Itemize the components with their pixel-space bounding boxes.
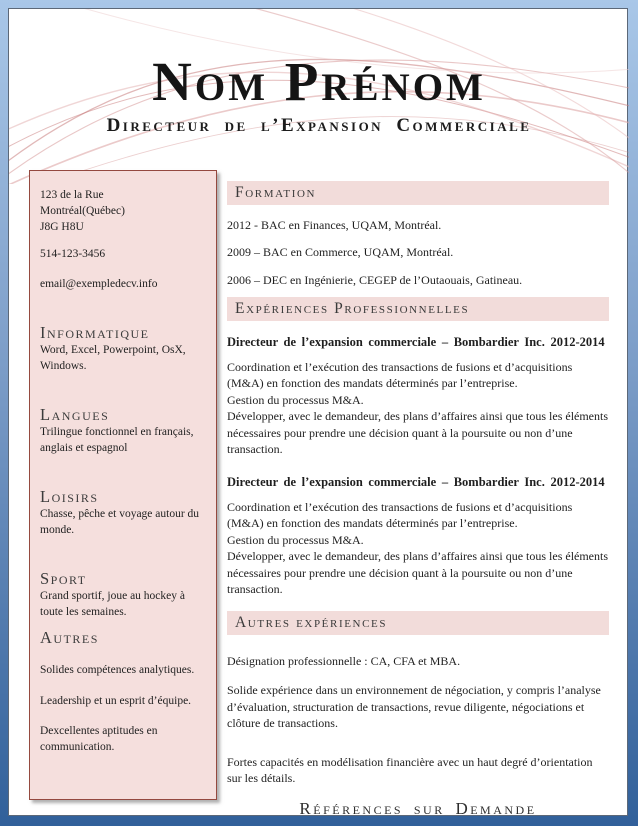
job-description-line: Développer, avec le demandeur, des plans d’affaires ainsi que tous les éléments nécessaires pour prendre une décision quant à la poursuite ou non d’une transaction. [227, 549, 609, 596]
job-description-line: Développer, avec le demandeur, des plans d’affaires ainsi que tous les éléments nécessaires pour prendre une décision quant à la poursuite ou non d’une transaction. [227, 409, 609, 456]
job-description-line: Coordination et l’exécution des transactions de fusions et d’acquisitions (M&A) en fonction des mandats déterminés par l’entreprise. [227, 359, 573, 390]
sidebar-section-autres [40, 628, 208, 755]
address-line: Montréal(Québec) [40, 205, 125, 217]
sidebar-section-loisirs [40, 487, 208, 538]
sidebar-section-title: Langues [40, 405, 110, 424]
phone-number: 514-123-3456 [40, 248, 106, 260]
section-header-formation: Formation [227, 181, 609, 205]
section-header-autres-experiences: Autres expériences [227, 611, 609, 635]
email-address: email@exempledecv.info [40, 278, 158, 290]
sidebar-panel [29, 170, 217, 800]
address-line: J8G H8U [40, 221, 84, 233]
education-entry: 2006 – DEC en Ingénierie, CEGEP de l’Outaouais, Gatineau. [227, 272, 523, 287]
sidebar-section-body: Trilingue fonctionnel en français, anglais et espagnol [40, 426, 194, 454]
other-experience-paragraph: Solide expérience dans un environnement de négociation, y compris l’analyse d’évaluation, structuration de transactions, revue diligente, négociations et clôture de transactions. [227, 683, 601, 730]
sidebar-section-title: Sport [40, 569, 87, 588]
main-column [227, 172, 609, 819]
education-entry: 2012 - BAC en Finances, UQAM, Montréal. [227, 217, 442, 232]
education-entry: 2009 – BAC en Commerce, UQAM, Montréal. [227, 245, 454, 259]
job-entry [227, 474, 609, 598]
sidebar-section-title: Loisirs [40, 487, 99, 506]
job-title: Directeur de l’expansion commerciale – Bombardier Inc. 2012-2014 [227, 334, 605, 349]
job-entry [227, 334, 609, 458]
sidebar-section-title: Autres [40, 628, 99, 647]
address-line: 123 de la Rue [40, 189, 104, 201]
other-experience-paragraph: Fortes capacités en modélisation financière avec un haut degré d’orientation sur les détails. [227, 754, 593, 785]
sidebar-section-title: Informatique [40, 323, 150, 342]
job-description-line: Coordination et l’exécution des transactions de fusions et d’acquisitions (M&A) en fonction des mandats déterminés par l’entreprise. [227, 499, 573, 530]
candidate-job-title: Directeur de l’Expansion Commerciale [106, 114, 532, 136]
sidebar-section-sport [40, 569, 208, 620]
sidebar-autres-item: Solides compétences analytiques. [40, 664, 195, 676]
sidebar-section-informatique [40, 323, 208, 374]
references-footer: Références sur Demande [299, 798, 537, 818]
cv-header [9, 53, 629, 137]
section-header-experiences: Expériences Professionnelles [227, 297, 609, 321]
job-description-line: Gestion du processus M&A. [227, 532, 364, 547]
sidebar-section-body: Grand sportif, joue au hockey à toute les semaines. [40, 590, 185, 618]
sidebar-section-body: Chasse, pêche et voyage autour du monde. [40, 508, 200, 536]
sidebar-section-langues [40, 405, 208, 456]
other-experience-paragraph: Désignation professionnelle : CA, CFA et MBA. [227, 653, 461, 668]
sidebar-autres-item: Leadership et un esprit d’équipe. [40, 694, 192, 707]
candidate-name: Nom Prénom [152, 51, 486, 112]
job-description [227, 499, 609, 598]
cv-page [8, 8, 628, 816]
sidebar-section-body: Word, Excel, Powerpoint, OsX, Windows. [40, 344, 186, 372]
job-title: Directeur de l’expansion commerciale – Bombardier Inc. 2012-2014 [227, 474, 605, 489]
sidebar-autres-item: Dexcellentes aptitudes en communication. [40, 725, 158, 753]
job-description-line: Gestion du processus M&A. [227, 392, 364, 407]
job-description [227, 359, 609, 458]
